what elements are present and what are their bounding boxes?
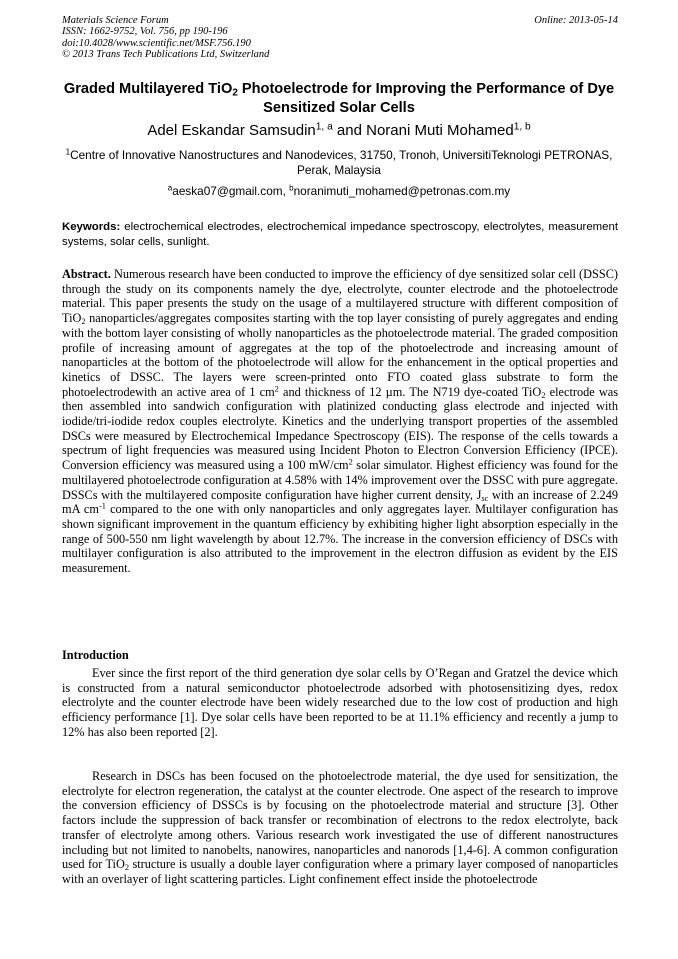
paragraph-text: structure is usually a double layer configuration where a primary layer composed of nanoparticles with an overlayer of light scattering particles. Light confinement effect inside the photoelectrode — [62, 857, 618, 886]
author-2-affil-mark: 1, b — [513, 121, 531, 133]
author-1-affil-mark: 1, a — [315, 121, 333, 133]
title-text-1: Graded Multilayered TiO — [63, 81, 233, 97]
abstract-subscript: 2 — [541, 390, 546, 400]
author-emails — [60, 184, 618, 199]
email-a: aeska07@gmail.com, — [172, 184, 290, 198]
email-b-mark: b — [289, 183, 294, 193]
doi-line: doi:10.4028/www.scientific.net/MSF.756.190 — [62, 37, 251, 49]
abstract-text: with an increase of 2.249 mA cm — [62, 487, 619, 517]
abstract-label: Abstract. — [62, 267, 111, 281]
abstract-text: solar simulator. Highest efficiency was found for the multilayered photoelectrode configuration at 4.58% with 14% improvement over the DSSC with pure aggregate. DSSCs with the multilayered composite configuration have higher current density, J — [62, 458, 618, 502]
author-conjunction: and — [332, 122, 367, 139]
abstract-superscript: -1 — [98, 501, 106, 511]
online-date: Online: 2013-05-14 — [534, 15, 618, 26]
abstract-superscript: 2 — [274, 384, 279, 394]
paragraph-subscript: 2 — [124, 863, 130, 873]
journal-header — [62, 15, 618, 61]
section-heading-introduction: Introduction — [62, 648, 129, 662]
affiliation-text: Centre of Innovative Nanostructures and Nanodevices, 31750, Tronoh, UniversitiTeknologi PETRONAS, Perak, Malaysia — [70, 148, 613, 177]
paper-title — [40, 80, 638, 117]
abstract — [62, 267, 618, 576]
introduction-paragraph-1: Ever since the first report of the third generation dye solar cells by O’Regan and Gratzel the device which is constructed from a natural semiconductor photoelectrode adsorbed with photosensitizing dyes, redox electrolyte and the counter electrode have been widely researched due to the low cost of production and high efficiency performance [1]. Dye solar cells have been reported to be at 11.1% efficiency and recently a jump to 12% has also been reported [2]. — [62, 666, 618, 739]
abstract-text: Numerous research have been conducted to improve the efficiency of dye sensitized solar cell (DSSC) through the study on its components namely the dye, electrolyte, counter electrode and the photoelectrode material. This paper presents the study on the usage of a multilayered structure with different composition of TiO — [62, 267, 618, 326]
title-text-2: Photoelectrode for Improving the Performance of Dye Sensitized Solar Cells — [237, 81, 615, 116]
title-subscript: 2 — [232, 87, 238, 99]
author-2: Norani Muti Mohamed — [366, 122, 514, 139]
keywords-label: Keywords: — [62, 221, 121, 233]
email-b: noranimuti_mohamed@petronas.com.my — [293, 184, 511, 198]
abstract-text: and thickness of 12 µm. The N719 dye-coated TiO — [278, 384, 542, 399]
journal-name: Materials Science Forum — [62, 15, 169, 26]
introduction-paragraph-2 — [62, 769, 618, 887]
abstract-text: compared to the one with only nanoparticles and only aggregates layer. Multilayer configuration has shown significant improvement in the quantum efficiency by exhibiting higher light absorption especially in the range of 500-550 nm light wavelength by about 12.7%. The increase in the conversion efficiency of DSCs with multilayer configuration is also attributed to the improvement in the electron diffusion as evident by the EIS measurement. — [62, 502, 618, 576]
issn-line: ISSN: 1662-9752, Vol. 756, pp 190-196 — [62, 26, 228, 38]
abstract-text: electrode was then assembled into sandwich configuration with platinized conducting glass electrode and injected with iodide/tri-iodide redox couples electrolyte. Kinetics and the underlying transport properties of the assembled DSCs were measured by Electrochemical Impedance Spectroscopy (EIS). The response of the cells towards a spectrum of light frequencies was measured using Incident Photon to Electron Conversion Efficiency (IPCE). Conversion efficiency was measured using a 100 mW/cm — [62, 384, 618, 473]
affiliation — [60, 148, 618, 178]
email-a-mark: a — [167, 183, 173, 193]
paragraph-text: Research in DSCs has been focused on the photoelectrode material, the dye used for sensitization, the electrolyte for electron regeneration, the catalyst at the counter electrode. One aspect of the research to improve the conversion efficiency of DSSCs is by focusing on the photoelectrode material and structure [3]. Other factors include the suppression of back transfer or recombination of electrons to the redox electrolyte, back transfer of electrolyte among others. Various research work investigated the use of different nanostructures including but not limited to nanobelts, nanowires, nanoparticles and nanorods [1,4-6]. A common configuration used for TiO — [62, 769, 618, 872]
author-line — [40, 121, 638, 140]
author-1: Adel Eskandar Samsudin — [147, 122, 316, 139]
abstract-text: nanoparticles/aggregates composites starting with the top layer consisting of purely aggregates and ending with the bottom layer consisting of wholly nanoparticles as the photoelectrode material. The graded composition profile of increasing amount of aggregates at the top of the photoelectrode and increasing amount of nanoparticles at the bottom of the photoelectrode will allow for the enhancement in the optical properties and kinetics of DSSC. The layers were screen-printed onto FTO coated glass substrate to form the photoelectrodewith an active area of 1 cm — [62, 311, 618, 399]
keywords — [62, 220, 618, 251]
affiliation-mark: 1 — [65, 147, 71, 157]
abstract-superscript: 2 — [348, 457, 353, 467]
keywords-text: electrochemical electrodes, electrochemical impedance spectroscopy, electrolytes, measurement systems, solar cells, sunlight. — [62, 221, 618, 249]
copyright-line: © 2013 Trans Tech Publications Ltd, Switzerland — [62, 49, 270, 61]
abstract-subscript: 2 — [81, 317, 86, 327]
abstract-subscript: sc — [481, 493, 489, 503]
